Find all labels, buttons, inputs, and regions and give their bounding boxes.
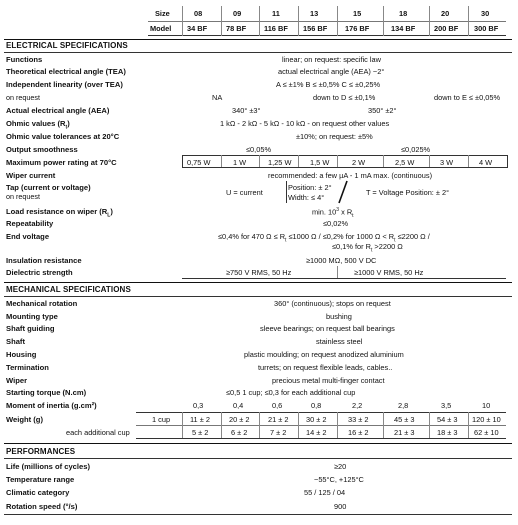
model-cell: 78 BF [226, 24, 247, 33]
mech-rotation-value: 360° (continuous); stops on request [274, 299, 391, 308]
climatic-label: Climatic category [6, 488, 70, 497]
torque-value: ≤0,5 1 cup; ≤0,3 for each additional cup [226, 388, 356, 397]
weight-cell: 120 ± 10 [472, 415, 501, 424]
weight-cell: 14 ± 2 [306, 428, 327, 437]
power-cell: 1,25 W [268, 158, 292, 167]
weight-cell: 62 ± 10 [474, 428, 499, 437]
weight-cell: 16 ± 2 [348, 428, 369, 437]
inertia-cell: 2,2 [352, 401, 363, 410]
wiper-label: Wiper [6, 376, 28, 385]
dielectric-value-small: ≥750 V RMS, 50 Hz [226, 268, 292, 277]
size-label: Size [155, 9, 170, 18]
insulation-label: Insulation resistance [6, 256, 82, 265]
aea-label: Actual electrical angle (AEA) [6, 106, 110, 115]
load-resistance-label: Load resistance on wiper $(R_L)$ [6, 207, 113, 219]
model-cell: 156 BF [303, 24, 328, 33]
climatic-value: 55 / 125 / 04 [304, 488, 346, 497]
tea-value: actual electrical angle (AEA) −2° [278, 67, 385, 76]
shaft-value: stainless steel [316, 337, 363, 346]
dielectric-label: Dielectric strength [6, 268, 73, 277]
functions-label: Functions [6, 55, 43, 64]
tap-width: Width: ≤ 4° [288, 193, 325, 202]
repeatability-label: Repeatability [6, 219, 54, 228]
weight-cell: 21 ± 2 [268, 415, 289, 424]
linearity-down-to-e: down to E ≤ ±0,05% [434, 93, 501, 102]
tap-on-request: on request [6, 192, 40, 201]
wiper-current-value: recommended: a few µA - 1 mA max. (continuous) [268, 171, 433, 180]
model-cell: 34 BF [187, 24, 208, 33]
slash-separator-icon [336, 180, 350, 204]
life-label: Life (millions of cycles) [6, 462, 90, 471]
linearity-label: Independent linearity (over TEA) [6, 80, 123, 89]
smoothness-value-large: ≤0,025% [401, 145, 431, 154]
shaft-label: Shaft [6, 337, 25, 346]
model-cell: 200 BF [434, 24, 459, 33]
size-cell: 18 [399, 9, 408, 18]
weight-cell: 45 ± 3 [394, 415, 415, 424]
power-rating-row [182, 155, 508, 168]
housing-value: plastic moulding; on request anodized aluminium [244, 350, 404, 359]
mech-rotation-label: Mechanical rotation [6, 299, 78, 308]
inertia-cell: 0,6 [272, 401, 283, 410]
tap-label: Tap (current or voltage) [6, 183, 91, 192]
tap-current: U = current [226, 188, 263, 197]
inertia-cell: 0,4 [233, 401, 244, 410]
end-voltage-line2: ≤0,1% for $R_t >2200$ Ω [332, 242, 403, 254]
weight-cell: 20 ± 2 [229, 415, 250, 424]
ohmic-values-value: 1 kΩ - 2 kΩ - 5 kΩ - 10 kΩ - on request other values [220, 119, 390, 128]
end-voltage-label: End voltage [6, 232, 50, 241]
weight-cell: 54 ± 3 [437, 415, 458, 424]
shaft-guiding-label: Shaft guiding [6, 324, 55, 333]
size-cell: 30 [481, 9, 490, 18]
model-cell: 116 BF [264, 24, 288, 33]
size-cell: 09 [233, 9, 242, 18]
end-voltage-line1: ≤0,4% for 470 $\Omega \le R_t \le 1000$ Ω / ≤0,2% for 1000 $\Omega < R_t \le 2200$ Ω / [218, 232, 430, 244]
model-label: Model [150, 24, 172, 33]
inertia-cell: 0,3 [193, 401, 204, 410]
power-cell: 4 W [479, 158, 493, 167]
inertia-cell: 0,8 [311, 401, 322, 410]
size-cell: 11 [272, 9, 280, 18]
linearity-down-to-d: down to D ≤ ±0,1% [313, 93, 376, 102]
power-cell: 0,75 W [187, 158, 211, 167]
weight-cell: 5 ± 2 [192, 428, 209, 437]
rotation-speed-value: 900 [334, 502, 347, 511]
model-cell: 300 BF [474, 24, 499, 33]
insulation-value: ≥1000 MΩ, 500 V DC [306, 256, 377, 265]
tolerance-value: ±10%; on request: ±5% [296, 132, 373, 141]
torque-label: Starting torque (N.cm) [6, 388, 87, 397]
inertia-cell: 10 [482, 401, 491, 410]
inertia-cell: 3,5 [441, 401, 452, 410]
weight-cell: 33 ± 2 [348, 415, 369, 424]
header-bottom-rule [148, 35, 506, 36]
size-cell: 08 [194, 9, 203, 18]
electrical-section-title: ELECTRICAL SPECIFICATIONS [6, 41, 128, 50]
performances-section-title: PERFORMANCES [6, 447, 76, 456]
aea-value-large: 350° ±2° [368, 106, 397, 115]
power-cell: 2 W [352, 158, 366, 167]
functions-value: linear; on request: specific law [282, 55, 382, 64]
power-cell: 1 W [233, 158, 247, 167]
header-divider [148, 21, 506, 22]
mounting-label: Mounting type [6, 312, 58, 321]
linearity-na: NA [212, 93, 223, 102]
inertia-label: Moment of inertia (g.cm²) [6, 401, 97, 410]
tea-label: Theoretical electrical angle (TEA) [6, 67, 126, 76]
weight-cell: 11 ± 2 [190, 415, 210, 424]
termination-value: turrets; on request flexible leads, cables.. [258, 363, 393, 372]
termination-label: Termination [6, 363, 49, 372]
rotation-speed-label: Rotation speed (°/s) [6, 502, 78, 511]
temperature-value: −55°C, +125°C [314, 475, 364, 484]
model-cell: 134 BF [391, 24, 416, 33]
tap-position: Position: ± 2° [288, 183, 332, 192]
size-cell: 20 [441, 9, 450, 18]
repeatability-value: ≤0,02% [323, 219, 349, 228]
load-resistance-value: min. $10^3$ x $R_t$ [312, 207, 354, 219]
weight-cell: 7 ± 2 [270, 428, 287, 437]
power-cell: 2,5 W [395, 158, 415, 167]
ohmic-values-label: Ohmic values $(R_t)$ [6, 119, 70, 131]
aea-value-small: 340° ±3° [232, 106, 261, 115]
weight-cell: 21 ± 3 [394, 428, 415, 437]
weight-cell: 6 ± 2 [231, 428, 248, 437]
size-cell: 13 [310, 9, 319, 18]
housing-label: Housing [6, 350, 37, 359]
temperature-label: Temperature range [6, 475, 75, 484]
weight-1cup-label: 1 cup [152, 415, 171, 424]
inertia-cell: 2,8 [398, 401, 409, 410]
wiper-value: precious metal multi-finger contact [272, 376, 385, 385]
life-value: ≥20 [334, 462, 347, 471]
weight-cell: 18 ± 3 [437, 428, 458, 437]
smoothness-value-small: ≤0,05% [246, 145, 272, 154]
size-cell: 15 [353, 9, 362, 18]
shaft-guiding-value: sleeve bearings; on request ball bearings [260, 324, 395, 333]
dielectric-value-large: ≥1000 V RMS, 50 Hz [354, 268, 424, 277]
linearity-on-request: on request [6, 93, 40, 102]
weight-cell: 30 ± 2 [306, 415, 327, 424]
linearity-value: A ≤ ±1% B ≤ ±0,5% C ≤ ±0,25% [276, 80, 381, 89]
weight-label: Weight (g) [6, 415, 43, 424]
power-cell: 3 W [440, 158, 454, 167]
mounting-value: bushing [326, 312, 352, 321]
tap-voltage: T = Voltage Position: ± 2° [366, 188, 450, 197]
weight-each-cup-label: each additional cup [66, 428, 130, 437]
power-rating-label: Maximum power rating at 70°C [6, 158, 117, 167]
mechanical-section-title: MECHANICAL SPECIFICATIONS [6, 285, 131, 294]
tolerance-label: Ohmic value tolerances at 20°C [6, 132, 120, 141]
power-cell: 1,5 W [310, 158, 330, 167]
smoothness-label: Output smoothness [6, 145, 78, 154]
model-cell: 176 BF [345, 24, 370, 33]
wiper-current-label: Wiper current [6, 171, 56, 180]
